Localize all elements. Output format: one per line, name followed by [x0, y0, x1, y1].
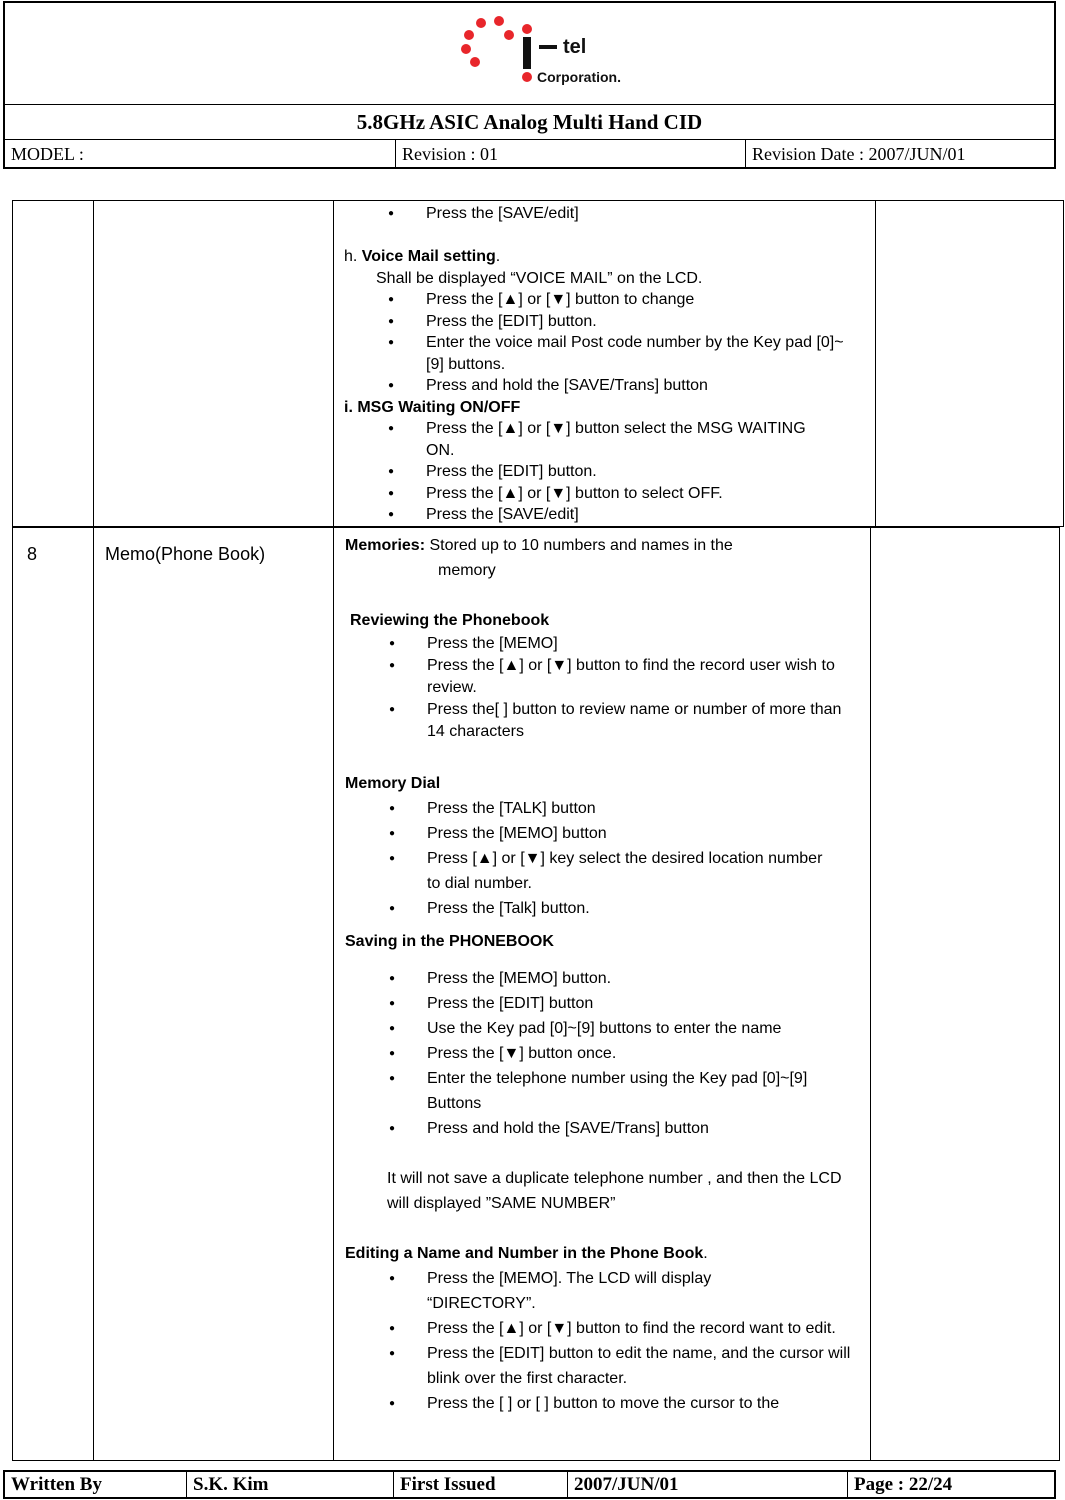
page-number: Page : 22/24	[854, 1474, 953, 1495]
top-description-cell	[344, 203, 874, 526]
spacer	[344, 225, 874, 247]
section-heading-i: i. MSG Waiting ON/OFF	[344, 398, 521, 416]
list-item: ● Press the [MEMO]	[345, 633, 867, 655]
spacer	[345, 954, 867, 966]
col-divider	[875, 201, 876, 526]
list-item: ● Press the [ ] or [ ] button to move the cursor to the	[345, 1391, 867, 1416]
list-item: ● Press the [Talk] button.	[345, 896, 867, 921]
row-number: 8	[27, 544, 38, 564]
logo-subtitle: Corporation.	[537, 69, 621, 85]
list-item: ● Enter the voice mail Post code number by the Key pad [0]~[9] buttons.	[344, 332, 874, 375]
itel-logo	[457, 15, 647, 85]
list-item: ● Press and hold the [SAVE/Trans] button	[344, 375, 874, 397]
section-heading-h: h. Voice Mail setting.	[344, 248, 501, 265]
col-divider	[333, 201, 334, 526]
list-item: ● Press the [▲] or [▼] button to change	[344, 289, 874, 311]
duplicate-note: It will not save a duplicate telephone number , and then the LCD will displayed ”SAME NUMBER”	[387, 1170, 842, 1212]
spacer	[345, 1141, 867, 1166]
list-item: ● Press the [▲] or [▼] button to find the record want to edit.	[345, 1316, 867, 1341]
list-item: ● Press the [▼] button once.	[345, 1041, 867, 1066]
memo-row-table	[12, 527, 1060, 1461]
logo-row	[5, 3, 1054, 105]
spacer	[345, 583, 867, 608]
plain-line: Shall be displayed “VOICE MAIL” on the LCD.	[376, 269, 703, 287]
col-divider	[333, 528, 334, 1460]
document-header	[3, 1, 1056, 169]
list-item: ● Press and hold the [SAVE/Trans] button	[345, 1116, 867, 1141]
written-by-value: S.K. Kim	[187, 1472, 394, 1497]
list-item: ● Press the [SAVE/edit]	[344, 504, 874, 526]
spacer	[345, 1216, 867, 1241]
memories-line: Memories: Stored up to 10 numbers and names in the	[345, 537, 733, 554]
list-item: ● Press the [MEMO]. The LCD will display “DIRECTORY”.	[345, 1266, 867, 1316]
memo-description-cell	[345, 533, 867, 1416]
list-item: ● Press the [SAVE/edit]	[344, 203, 874, 225]
list-item: ● Press the [EDIT] button.	[344, 311, 874, 333]
list-item: ● Press the [EDIT] button	[345, 991, 867, 1016]
list-item: ● Press the[ ] button to review name or number of more than 14 characters	[345, 699, 867, 743]
revision-label: Revision : 01	[396, 140, 746, 169]
feature-name: Memo(Phone Book)	[105, 544, 266, 564]
memories-line-2: memory	[438, 562, 496, 579]
model-label: MODEL :	[5, 140, 396, 169]
written-by-label: Written By	[5, 1472, 187, 1497]
list-item: ● Use the Key pad [0]~[9] buttons to enter the name	[345, 1016, 867, 1041]
col-divider	[93, 201, 94, 526]
list-item: ● Press the [▲] or [▼] button select the MSG WAITING ON.	[344, 418, 874, 461]
list-item: ● Press the [▲] or [▼] button to find the record user wish to review.	[345, 655, 867, 699]
document-footer	[3, 1470, 1056, 1499]
continuation-table	[12, 200, 1064, 527]
reviewing-heading: Reviewing the Phonebook	[350, 612, 550, 629]
col-divider	[870, 528, 871, 1460]
list-item: ● Enter the telephone number using the Key pad [0]~[9] Buttons	[345, 1066, 867, 1116]
list-item: ● Press the [▲] or [▼] button to select OFF.	[344, 483, 874, 505]
list-item: ● Press the [EDIT] button to edit the name, and the cursor will blink over the first character.	[345, 1341, 867, 1391]
list-item: ● Press the [EDIT] button.	[344, 461, 874, 483]
editing-heading: Editing a Name and Number in the Phone Book.	[345, 1245, 708, 1262]
list-item: ● Press the [TALK] button	[345, 796, 867, 821]
revision-date: Revision Date : 2007/JUN/01	[752, 144, 966, 164]
first-issued-value: 2007/JUN/01	[568, 1472, 848, 1497]
saving-heading: Saving in the PHONEBOOK	[345, 933, 554, 950]
spacer	[345, 743, 867, 771]
col-divider	[93, 528, 94, 1460]
memory-dial-heading: Memory Dial	[345, 775, 441, 792]
list-item: ● Press the [MEMO] button.	[345, 966, 867, 991]
revision-info-row	[5, 140, 1054, 169]
document-title: 5.8GHz ASIC Analog Multi Hand CID	[5, 105, 1054, 140]
svg-text:tel: tel	[563, 36, 587, 58]
list-item: ● Press the [MEMO] button	[345, 821, 867, 846]
list-item: ● Press [▲] or [▼] key select the desired location number to dial number.	[345, 846, 867, 896]
first-issued-label: First Issued	[394, 1472, 568, 1497]
